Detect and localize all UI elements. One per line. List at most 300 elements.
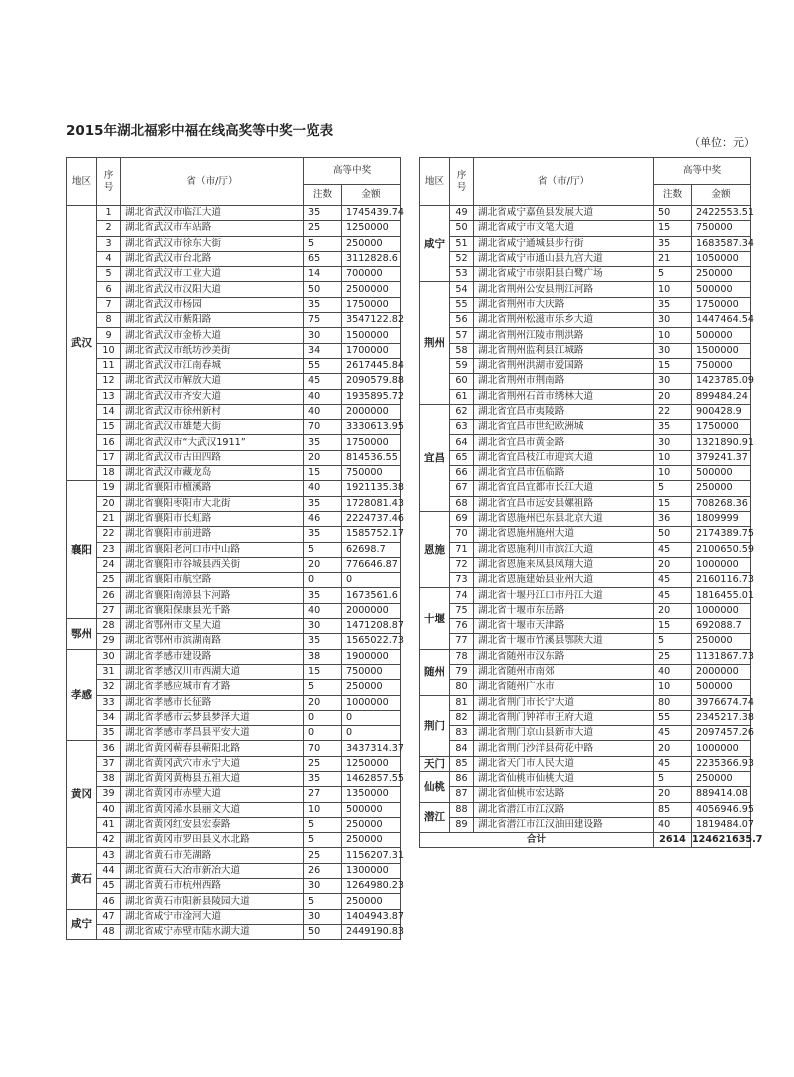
table-row <box>420 542 751 557</box>
seq-cell: 28 <box>97 619 121 634</box>
venue-cell: 湖北省宜昌市夷陵路 <box>474 404 654 419</box>
amount-cell: 1585752.17 <box>342 527 401 542</box>
seq-cell: 72 <box>450 557 474 572</box>
table-row <box>420 496 751 511</box>
header-seq: 序号 <box>97 158 121 206</box>
count-cell: 30 <box>304 879 342 894</box>
unit-note: （单位：元） <box>689 136 755 149</box>
seq-cell: 82 <box>450 710 474 725</box>
count-cell: 85 <box>654 802 692 817</box>
seq-cell: 76 <box>450 619 474 634</box>
seq-cell: 55 <box>450 297 474 312</box>
seq-cell: 87 <box>450 787 474 802</box>
count-cell: 30 <box>304 619 342 634</box>
seq-cell: 8 <box>97 313 121 328</box>
venue-cell: 湖北省恩施利川市滨江大道 <box>474 542 654 557</box>
seq-cell: 67 <box>450 481 474 496</box>
count-cell: 5 <box>304 680 342 695</box>
count-cell: 50 <box>304 924 342 939</box>
table-row <box>420 343 751 358</box>
venue-cell: 湖北省襄阳市檀溪路 <box>121 481 304 496</box>
count-cell: 20 <box>654 741 692 756</box>
table-row <box>420 466 751 481</box>
count-cell: 30 <box>654 343 692 358</box>
venue-cell: 湖北省咸宁嘉鱼县发展大道 <box>474 206 654 221</box>
seq-cell: 17 <box>97 450 121 465</box>
table-row <box>67 221 401 236</box>
seq-cell: 29 <box>97 634 121 649</box>
amount-cell: 1300000 <box>342 863 401 878</box>
venue-cell: 湖北省武汉市解放大道 <box>121 374 304 389</box>
table-row <box>67 802 401 817</box>
amount-cell: 1321890.91 <box>692 435 751 450</box>
amount-cell: 500000 <box>692 680 751 695</box>
amount-cell: 250000 <box>692 267 751 282</box>
amount-cell: 1750000 <box>342 435 401 450</box>
table-row <box>67 511 401 526</box>
seq-cell: 61 <box>450 389 474 404</box>
venue-cell: 湖北省武汉市杨园 <box>121 297 304 312</box>
amount-cell: 750000 <box>342 664 401 679</box>
amount-cell: 1921135.38 <box>342 481 401 496</box>
venue-cell: 湖北省荆门钟祥市王府大道 <box>474 710 654 725</box>
seq-cell: 89 <box>450 817 474 832</box>
amount-cell: 0 <box>342 726 401 741</box>
count-cell: 50 <box>654 206 692 221</box>
table-row <box>420 619 751 634</box>
amount-cell: 250000 <box>342 680 401 695</box>
amount-cell: 4056946.95 <box>692 802 751 817</box>
table-row <box>67 879 401 894</box>
seq-cell: 58 <box>450 343 474 358</box>
count-cell: 55 <box>654 710 692 725</box>
count-cell: 35 <box>654 420 692 435</box>
venue-cell: 湖北省孝感汉川市西湖大道 <box>121 664 304 679</box>
count-cell: 15 <box>654 358 692 373</box>
total-label: 合计 <box>420 833 654 848</box>
table-row <box>67 588 401 603</box>
amount-cell: 3112828.6 <box>342 251 401 266</box>
venue-cell: 湖北省潜江市江汉油田建设路 <box>474 817 654 832</box>
venue-cell: 湖北省孝感市孝昌县平安大道 <box>121 726 304 741</box>
venue-cell: 湖北省仙桃市宏达路 <box>474 787 654 802</box>
seq-cell: 30 <box>97 649 121 664</box>
count-cell: 27 <box>304 787 342 802</box>
count-cell: 20 <box>654 787 692 802</box>
count-cell: 36 <box>654 511 692 526</box>
table-row <box>420 588 751 603</box>
count-cell: 46 <box>304 511 342 526</box>
venue-cell: 湖北省武汉市徐州新村 <box>121 404 304 419</box>
table-row <box>420 649 751 664</box>
venue-cell: 湖北省恩施建始县业州大道 <box>474 573 654 588</box>
seq-cell: 88 <box>450 802 474 817</box>
amount-cell: 250000 <box>342 236 401 251</box>
seq-cell: 15 <box>97 420 121 435</box>
venue-cell: 湖北省宜昌枝江市迎宾大道 <box>474 450 654 465</box>
seq-cell: 80 <box>450 680 474 695</box>
count-cell: 10 <box>304 802 342 817</box>
venue-cell: 湖北省孝感市云梦县梦泽大道 <box>121 710 304 725</box>
table-row <box>420 680 751 695</box>
amount-cell: 2345217.38 <box>692 710 751 725</box>
table-row <box>67 206 401 221</box>
count-cell: 15 <box>304 466 342 481</box>
venue-cell: 湖北省武汉市古田四路 <box>121 450 304 465</box>
table-row <box>420 267 751 282</box>
venue-cell: 湖北省天门市人民大道 <box>474 756 654 771</box>
region-cell: 宜昌 <box>420 404 450 511</box>
table-row <box>420 374 751 389</box>
table-row <box>67 374 401 389</box>
region-cell: 襄阳 <box>67 481 97 619</box>
region-cell: 黄石 <box>67 848 97 909</box>
table-row <box>67 435 401 450</box>
venue-cell: 湖北省武汉市车站路 <box>121 221 304 236</box>
venue-cell: 湖北省黄冈武穴市永宁大道 <box>121 756 304 771</box>
count-cell: 20 <box>304 450 342 465</box>
seq-cell: 32 <box>97 680 121 695</box>
count-cell: 30 <box>304 328 342 343</box>
venue-cell: 湖北省恩施州巴东县北京大道 <box>474 511 654 526</box>
venue-cell: 湖北省咸宁市崇阳县白鹭广场 <box>474 267 654 282</box>
amount-cell: 250000 <box>692 634 751 649</box>
amount-cell: 1819484.07 <box>692 817 751 832</box>
table-row <box>67 649 401 664</box>
table-row <box>67 863 401 878</box>
venue-cell: 湖北省襄阳保康县光千路 <box>121 603 304 618</box>
amount-cell: 250000 <box>342 833 401 848</box>
venue-cell: 湖北省黄冈红安县宏泰路 <box>121 817 304 832</box>
seq-cell: 81 <box>450 695 474 710</box>
amount-cell: 899484.24 <box>692 389 751 404</box>
region-cell: 黄冈 <box>67 741 97 848</box>
count-cell: 20 <box>654 557 692 572</box>
seq-cell: 57 <box>450 328 474 343</box>
amount-cell: 1156207.31 <box>342 848 401 863</box>
count-cell: 45 <box>304 374 342 389</box>
table-row <box>420 802 751 817</box>
seq-cell: 39 <box>97 787 121 802</box>
count-cell: 35 <box>304 206 342 221</box>
venue-cell: 湖北省襄阳枣阳市大北街 <box>121 496 304 511</box>
total-count: 2614 <box>654 833 692 848</box>
amount-cell: 1750000 <box>692 297 751 312</box>
venue-cell: 湖北省黄石大冶市新冶大道 <box>121 863 304 878</box>
header-venue: 省（市/厅） <box>121 158 304 206</box>
header-group: 高等中奖 <box>304 158 401 185</box>
table-row <box>67 251 401 266</box>
count-cell: 50 <box>304 282 342 297</box>
amount-cell: 1500000 <box>342 328 401 343</box>
region-cell: 鄂州 <box>67 619 97 650</box>
venue-cell: 湖北省荆州公安县荆江河路 <box>474 282 654 297</box>
amount-cell: 2160116.73 <box>692 573 751 588</box>
venue-cell: 湖北省十堰丹江口市丹江大道 <box>474 588 654 603</box>
amount-cell: 1000000 <box>342 695 401 710</box>
count-cell: 40 <box>304 389 342 404</box>
amount-cell: 500000 <box>692 466 751 481</box>
count-cell: 35 <box>304 496 342 511</box>
amount-cell: 1700000 <box>342 343 401 358</box>
amount-cell: 3437314.37 <box>342 741 401 756</box>
region-cell: 随州 <box>420 649 450 695</box>
table-row <box>67 909 401 924</box>
seq-cell: 35 <box>97 726 121 741</box>
table-row <box>420 634 751 649</box>
venue-cell: 湖北省咸宁市通山县九宫大道 <box>474 251 654 266</box>
venue-cell: 湖北省恩施州施州大道 <box>474 527 654 542</box>
seq-cell: 37 <box>97 756 121 771</box>
table-row <box>420 741 751 756</box>
count-cell: 22 <box>654 404 692 419</box>
venue-cell: 湖北省荆州松滋市乐乡大道 <box>474 313 654 328</box>
amount-cell: 2097457.26 <box>692 726 751 741</box>
venue-cell: 湖北省武汉市临江大道 <box>121 206 304 221</box>
table-row <box>420 297 751 312</box>
venue-cell: 湖北省荆门京山县新市大道 <box>474 726 654 741</box>
table-row <box>67 466 401 481</box>
amount-cell: 889414.08 <box>692 787 751 802</box>
count-cell: 40 <box>304 481 342 496</box>
count-cell: 45 <box>654 726 692 741</box>
amount-cell: 1500000 <box>692 343 751 358</box>
venue-cell: 湖北省荆州石首市绣林大道 <box>474 389 654 404</box>
seq-cell: 69 <box>450 511 474 526</box>
table-row <box>67 848 401 863</box>
seq-cell: 51 <box>450 236 474 251</box>
seq-cell: 43 <box>97 848 121 863</box>
seq-cell: 23 <box>97 542 121 557</box>
table-row <box>67 282 401 297</box>
header-amount: 金额 <box>342 185 401 206</box>
header-region: 地区 <box>420 158 450 206</box>
table-row <box>67 756 401 771</box>
region-cell: 十堰 <box>420 588 450 649</box>
seq-cell: 2 <box>97 221 121 236</box>
count-cell: 15 <box>304 664 342 679</box>
table-row <box>420 695 751 710</box>
amount-cell: 250000 <box>342 894 401 909</box>
seq-cell: 19 <box>97 481 121 496</box>
amount-cell: 500000 <box>692 328 751 343</box>
amount-cell: 1745439.74 <box>342 206 401 221</box>
amount-cell: 708268.36 <box>692 496 751 511</box>
seq-cell: 14 <box>97 404 121 419</box>
seq-cell: 44 <box>97 863 121 878</box>
table-row <box>67 404 401 419</box>
amount-cell: 750000 <box>692 358 751 373</box>
venue-cell: 湖北省黄冈黄梅县五祖大道 <box>121 771 304 786</box>
amount-cell: 2422553.51 <box>692 206 751 221</box>
venue-cell: 湖北省武汉市江南春城 <box>121 358 304 373</box>
seq-cell: 73 <box>450 573 474 588</box>
seq-cell: 13 <box>97 389 121 404</box>
seq-cell: 16 <box>97 435 121 450</box>
seq-cell: 24 <box>97 557 121 572</box>
venue-cell: 湖北省十堰市竹溪县鄂陕大道 <box>474 634 654 649</box>
venue-cell: 湖北省武汉市汉阳大道 <box>121 282 304 297</box>
count-cell: 5 <box>654 634 692 649</box>
count-cell: 35 <box>304 297 342 312</box>
seq-cell: 1 <box>97 206 121 221</box>
header-group: 高等中奖 <box>654 158 751 185</box>
table-row <box>67 527 401 542</box>
table-row <box>420 710 751 725</box>
seq-cell: 68 <box>450 496 474 511</box>
venue-cell: 湖北省黄石市杭州西路 <box>121 879 304 894</box>
table-row <box>67 787 401 802</box>
venue-cell: 湖北省黄冈市赤壁大道 <box>121 787 304 802</box>
count-cell: 35 <box>304 435 342 450</box>
amount-cell: 1404943.87 <box>342 909 401 924</box>
page-title: 2015年湖北福彩中福在线高奖等中奖一览表 <box>66 123 334 139</box>
table-row <box>67 741 401 756</box>
amount-cell: 1000000 <box>692 741 751 756</box>
header-amount: 金额 <box>692 185 751 206</box>
amount-cell: 0 <box>342 710 401 725</box>
amount-cell: 2100650.59 <box>692 542 751 557</box>
count-cell: 5 <box>654 481 692 496</box>
amount-cell: 1131867.73 <box>692 649 751 664</box>
amount-cell: 700000 <box>342 267 401 282</box>
count-cell: 30 <box>654 313 692 328</box>
venue-cell: 湖北省荆州江陵市荆洪路 <box>474 328 654 343</box>
amount-cell: 2500000 <box>342 282 401 297</box>
table-row <box>420 726 751 741</box>
count-cell: 25 <box>654 649 692 664</box>
count-cell: 75 <box>304 313 342 328</box>
venue-cell: 湖北省孝感应城市育才路 <box>121 680 304 695</box>
amount-cell: 1750000 <box>342 297 401 312</box>
table-row <box>67 389 401 404</box>
seq-cell: 12 <box>97 374 121 389</box>
table-row <box>420 787 751 802</box>
venue-cell: 湖北省咸宁市淦河大道 <box>121 909 304 924</box>
amount-cell: 1423785.09 <box>692 374 751 389</box>
seq-cell: 78 <box>450 649 474 664</box>
table-row <box>420 450 751 465</box>
amount-cell: 250000 <box>692 481 751 496</box>
count-cell: 0 <box>304 710 342 725</box>
table-row <box>67 619 401 634</box>
venue-cell: 湖北省宜昌市黄金路 <box>474 435 654 450</box>
venue-cell: 湖北省黄冈市罗田县义水北路 <box>121 833 304 848</box>
seq-cell: 85 <box>450 756 474 771</box>
venue-cell: 湖北省武汉市台北路 <box>121 251 304 266</box>
count-cell: 10 <box>654 328 692 343</box>
amount-cell: 1750000 <box>692 420 751 435</box>
amount-cell: 2000000 <box>692 664 751 679</box>
table-row <box>420 358 751 373</box>
table-row <box>67 771 401 786</box>
amount-cell: 1462857.55 <box>342 771 401 786</box>
amount-cell: 3547122.82 <box>342 313 401 328</box>
amount-cell: 1683587.34 <box>692 236 751 251</box>
table-row <box>67 634 401 649</box>
table-row <box>67 236 401 251</box>
count-cell: 20 <box>654 389 692 404</box>
table-row <box>67 313 401 328</box>
venue-cell: 湖北省咸宁市文笔大道 <box>474 221 654 236</box>
seq-cell: 36 <box>97 741 121 756</box>
count-cell: 70 <box>304 741 342 756</box>
count-cell: 45 <box>654 588 692 603</box>
count-cell: 35 <box>304 588 342 603</box>
amount-cell: 2000000 <box>342 404 401 419</box>
count-cell: 35 <box>304 634 342 649</box>
table-row <box>420 420 751 435</box>
count-cell: 20 <box>304 557 342 572</box>
count-cell: 20 <box>304 695 342 710</box>
seq-cell: 86 <box>450 771 474 786</box>
header-count: 注数 <box>654 185 692 206</box>
amount-cell: 1816455.01 <box>692 588 751 603</box>
amount-cell: 1350000 <box>342 787 401 802</box>
prize-table-left <box>66 157 404 940</box>
venue-cell: 湖北省襄阳老河口市中山路 <box>121 542 304 557</box>
count-cell: 15 <box>654 221 692 236</box>
amount-cell: 2090579.88 <box>342 374 401 389</box>
count-cell: 14 <box>304 267 342 282</box>
venue-cell: 湖北省武汉市徐东大街 <box>121 236 304 251</box>
venue-cell: 湖北省襄阳市航空路 <box>121 573 304 588</box>
venue-cell: 湖北省荆门沙洋县荷花中路 <box>474 741 654 756</box>
amount-cell: 1050000 <box>692 251 751 266</box>
venue-cell: 湖北省鄂州市滨湖南路 <box>121 634 304 649</box>
seq-cell: 4 <box>97 251 121 266</box>
count-cell: 10 <box>654 450 692 465</box>
seq-cell: 10 <box>97 343 121 358</box>
venue-cell: 湖北省襄阳市谷城县西关街 <box>121 557 304 572</box>
venue-cell: 湖北省鄂州市文星大道 <box>121 619 304 634</box>
table-row <box>67 695 401 710</box>
amount-cell: 692088.7 <box>692 619 751 634</box>
venue-cell: 湖北省恩施来凤县凤翔大道 <box>474 557 654 572</box>
region-cell: 天门 <box>420 756 450 771</box>
amount-cell: 2449190.83 <box>342 924 401 939</box>
count-cell: 5 <box>654 267 692 282</box>
count-cell: 38 <box>304 649 342 664</box>
amount-cell: 3330613.95 <box>342 420 401 435</box>
count-cell: 55 <box>304 358 342 373</box>
table-row <box>67 343 401 358</box>
seq-cell: 83 <box>450 726 474 741</box>
venue-cell: 湖北省武汉市金桥大道 <box>121 328 304 343</box>
count-cell: 80 <box>654 695 692 710</box>
venue-cell: 湖北省宜昌市远安县嫘祖路 <box>474 496 654 511</box>
amount-cell: 500000 <box>692 282 751 297</box>
seq-cell: 49 <box>450 206 474 221</box>
amount-cell: 1447464.54 <box>692 313 751 328</box>
count-cell: 5 <box>304 817 342 832</box>
seq-cell: 62 <box>450 404 474 419</box>
venue-cell: 湖北省咸宁通城县步行街 <box>474 236 654 251</box>
table-row <box>67 328 401 343</box>
count-cell: 50 <box>654 527 692 542</box>
count-cell: 5 <box>304 894 342 909</box>
seq-cell: 22 <box>97 527 121 542</box>
seq-cell: 50 <box>450 221 474 236</box>
region-cell: 武汉 <box>67 206 97 481</box>
count-cell: 30 <box>654 374 692 389</box>
table-row <box>67 664 401 679</box>
seq-cell: 31 <box>97 664 121 679</box>
count-cell: 5 <box>304 542 342 557</box>
header-seq: 序号 <box>450 158 474 206</box>
count-cell: 40 <box>654 817 692 832</box>
count-cell: 45 <box>654 573 692 588</box>
